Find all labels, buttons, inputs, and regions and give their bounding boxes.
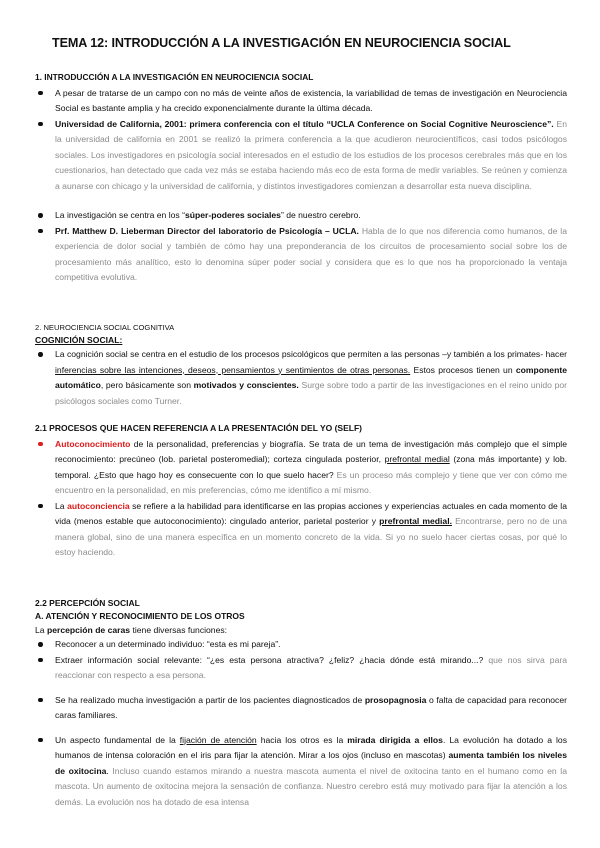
item-text: La investigación se centra en los “	[55, 210, 185, 220]
item-note-text: En la universidad de california en 2001 se realizó la primera conferencia a la que acudieron neurocientíficos, casi todos psicólogos sociales. Los investigadores en psicología social interesados en el estudio de los estudios de los procesos cerebrales más que en los cuestionarios, han detectado que cada vez más se estaba haciendo más eco de esta forma de medir variables. Se reúnen y comienza a aunarse con chicago y la universidad de california, y distintos investigadores comienzan a desarrollar esta nueva disciplina.	[55, 118, 567, 191]
item-text: o falta de capacidad para reconocer caras familiares.	[55, 694, 567, 720]
list-item	[35, 653, 567, 684]
item-highlight-text: autoconciencia	[67, 500, 130, 511]
item-text: hacia los otros es la	[256, 734, 348, 745]
list-item	[35, 733, 567, 811]
item-text: Un aspecto fundamental de la	[55, 734, 180, 745]
item-bold-text: Prf. Matthew D. Lieberman Director del laboratorio de Psicología – UCLA.	[55, 225, 359, 236]
list-item	[35, 637, 567, 653]
item-text: . La evolución ha dotado a los humanos de intensa coloración en el iris para fijar la atención. Mirar a los ojos (incluso en mascotas)	[55, 734, 568, 760]
list-item	[35, 86, 567, 117]
item-bold-text: prosopagnosia	[364, 694, 427, 705]
item-note-text: Surge sobre todo a partir de las investigaciones en el reino unido por psicólogos sociales como Turner.	[55, 380, 567, 406]
item-text: La	[55, 500, 68, 511]
paragraph-text: La	[35, 625, 47, 635]
section-percepcion-social	[35, 597, 567, 810]
section-2-2-list-2	[35, 693, 567, 724]
section-1-list-2	[35, 208, 567, 286]
spacer	[35, 724, 567, 733]
list-item	[35, 208, 567, 224]
paragraph-text: tiene diversas funciones:	[130, 625, 228, 635]
item-bold-text: mirada dirigida a ellos	[347, 734, 443, 745]
section-self	[35, 421, 567, 561]
spacer	[35, 684, 567, 693]
page-title: TEMA 12: INTRODUCCIÓN A LA INVESTIGACIÓN EN NEUROCIENCIA SOCIAL	[52, 36, 511, 50]
section-2-2-list	[35, 637, 567, 684]
item-text: .	[106, 765, 109, 776]
list-item	[35, 437, 567, 499]
spacer	[35, 194, 567, 208]
section-2-heading: 2. NEUROCIENCIA SOCIAL COGNITIVA	[35, 323, 175, 332]
list-item	[35, 499, 567, 561]
section-introduccion	[35, 70, 567, 286]
paragraph-bold-text: percepción de caras	[46, 625, 131, 635]
item-note-text: Es un proceso más complejo y tiene que ver con cómo me encuentro en la personalidad, en mis preferencias, cómo me identifico a mí mismo.	[55, 469, 567, 495]
section-2-2-list-3	[35, 733, 567, 811]
list-item	[35, 693, 567, 724]
item-highlight-text: Autoconocimiento	[55, 438, 131, 449]
item-note-text: Encontrarse, pero no de una manera global, sino de una manera específica en un momento concreto de la vida. Si yo no suelo hacer ciertas cosas, por qué lo estoy haciendo.	[55, 516, 568, 557]
intro-paragraph	[35, 623, 567, 637]
item-underlined-text: inferencias sobre las intenciones, deseos, pensamientos y sentimientos de otras personas.	[55, 364, 411, 375]
section-2-2-heading: 2.2 PERCEPCIÓN SOCIAL	[35, 598, 140, 608]
item-text: A pesar de tratarse de un campo con no más de veinte años de existencia, la variabilidad de temas de investigación en Neurociencia Social es bastante amplia y ha crecido exponencialmente durante la última década.	[55, 87, 567, 113]
item-bold-text: súper-poderes sociales	[184, 210, 281, 220]
section-2-1-list	[35, 437, 567, 561]
list-item	[35, 347, 567, 409]
item-text: Estos procesos tienen un	[410, 364, 516, 375]
item-note-text: Habla de lo que nos diferencia como humanos, de la experiencia de dolor social y también de cómo hay una preponderancia de los circuitos de procesamiento social sobre los de procesamiento más analítico, esto lo denomina súper poder social y considera que es lo que nos ha proporcionado la ventaja competitiva evolutiva.	[55, 225, 567, 282]
item-text: Se ha realizado mucha investigación a partir de los pacientes diagnosticados de	[55, 694, 365, 705]
item-text: Reconocer a un determinado individuo: “esta es mi pareja”.	[55, 639, 281, 649]
item-note-text: que nos sirva para reaccionar con respecto a esa persona.	[55, 654, 567, 680]
item-underlined-text: prefrontal medial	[384, 454, 450, 464]
item-bold-text: Universidad de California, 2001: primera conferencia con el título “UCLA Conference on Social Cognitive Neuroscience”.	[55, 118, 554, 129]
list-item	[35, 224, 567, 286]
section-2-1-heading: 2.1 PROCESOS QUE HACEN REFERENCIA A LA PRESENTACIÓN DEL YO (SELF)	[35, 423, 362, 433]
subsection-a-heading: A. ATENCIÓN Y RECONOCIMIENTO DE LOS OTROS	[35, 611, 245, 621]
section-1-heading: 1. INTRODUCCIÓN A LA INVESTIGACIÓN EN NEUROCIENCIA SOCIAL	[35, 72, 314, 82]
item-text: ” de nuestro cerebro.	[280, 210, 361, 220]
item-text: de la personalidad, preferencias y biografía. Se trata de un tema de investigación más complejo que el simple reconocimiento: precúneo (lob. parietal posteromedial); corteza cingulada posterior,	[55, 438, 567, 464]
list-item	[35, 117, 567, 195]
item-underlined-text: prefrontal medial.	[379, 516, 452, 526]
section-2-list	[35, 347, 567, 409]
item-text: se refiere a la habilidad para identificarse en las propias acciones y experiencias actuales en cada momento de la vida (menos estable que autoconocimiento): cingulado anterior, parietal posterior y	[55, 500, 567, 526]
item-bold-text: componente automático	[55, 364, 567, 390]
item-bold-text: aumenta también los niveles de oxitocina	[55, 750, 567, 776]
item-text: (zona más importante) y lob. temporal. ¿Esto que hago hoy es consecuente con lo que suelo hacer?	[55, 454, 567, 480]
section-1-list	[35, 86, 567, 195]
section-neurociencia-social-cognitiva	[35, 322, 567, 409]
item-bold-text: motivados y conscientes.	[193, 380, 299, 390]
item-underlined-text: fijación de atención	[179, 734, 257, 745]
item-text: La cognición social se centra en el estudio de los procesos psicológicos que permiten a las personas –y también a los primates- hacer	[55, 349, 567, 359]
item-text: Extraer información social relevante: “¿es esta persona atractiva? ¿feliz? ¿hacia dónde está mirando...?	[55, 654, 484, 665]
item-note-text: Incluso cuando estamos mirando a nuestra mascota aumenta el nivel de oxitocina tanto en el humano como en la mascota. Un aumento de oxitocina mejora la sensación de confianza. Nuestro cerebro está muy motivado para fijar la atención a los demás. La evolución nos ha dotado de esa intensa	[55, 765, 567, 807]
item-text: , pero básicamente son	[100, 380, 194, 390]
section-2-subheading: COGNICIÓN SOCIAL:	[35, 335, 123, 345]
